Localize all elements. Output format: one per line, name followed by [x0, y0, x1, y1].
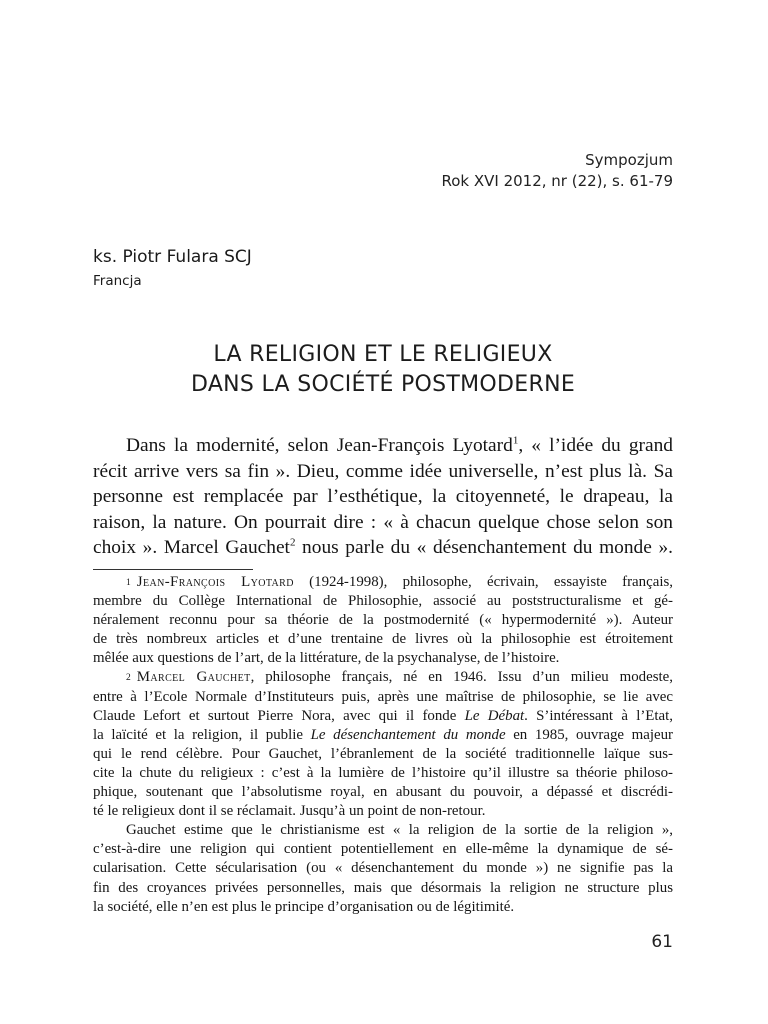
journal-title-italic: Le Débat	[464, 707, 525, 724]
footnote-2-line: Gauchet estime que le christianisme est « la religion de la sortie de la religion »,	[126, 822, 673, 839]
body-line: récit arrive vers sa fin ». Dieu, comme idée universelle, n’est plus là. Sa	[93, 460, 673, 482]
footnotes	[93, 573, 673, 917]
footnote-1-line: de très nombreux articles et d’une trentaine de livres où la philosophie est étroitement	[93, 631, 673, 648]
article-title	[93, 340, 673, 400]
body-line	[93, 535, 673, 561]
footnote-2-line: c’est-à-dire une religion qui contient potentiellement en elle-même la dynamique de sé-	[93, 841, 673, 858]
footnote-author-name: Marcel Gauchet	[136, 669, 251, 686]
author-name: ks. Piotr Fulara SCJ	[93, 247, 252, 267]
footnote-2-line: la société, elle n’en est plus le principe d’organisation ou de légitimité.	[93, 898, 515, 915]
footnote-2-line: qui le rend célèbre. Pour Gauchet, l’ébranlement de la société traditionnelle laïque sus-	[93, 745, 673, 762]
footnote-ref-1: 1	[512, 434, 519, 447]
journal-header	[441, 150, 673, 192]
body-line: raison, la nature. On pourrait dire : « à chacun quelque chose selon son	[93, 511, 673, 533]
title-line-2: DANS LA SOCIÉTÉ POSTMODERNE	[190, 372, 576, 397]
footnote-2-line: fin des croyances privées personnelles, mais que désormais la religion ne structure plus	[93, 879, 673, 896]
footnote-text: Claude Lefort et surtout Pierre Nora, avec qui il fonde	[93, 707, 465, 724]
journal-name: Sympozjum	[585, 151, 673, 169]
footnote-2-line: cite la chute du religieux : c’est à la lumière de l’histoire qu’il illustre sa théorie philoso-	[93, 764, 673, 781]
footnote-1-line: néralement reconnu pour sa théorie de la postmodernité (« hypermodernité »). Auteur	[93, 612, 673, 629]
footnote-1-line: membre du Collège International de Philosophie, associé au poststructuralisme et gé-	[93, 593, 673, 610]
body-text: nous parle du « désenchantement du monde ».	[295, 537, 674, 559]
footnote-2-line	[93, 726, 673, 745]
footnote-number: 1	[126, 578, 131, 588]
footnote-2-line	[93, 707, 673, 726]
footnote-1-line	[93, 573, 673, 592]
title-line-1: LA RELIGION ET LE RELIGIEUX	[213, 342, 553, 367]
body-paragraph	[93, 433, 673, 561]
footnote-separator	[93, 569, 253, 570]
footnote-2-line: entre à l’Ecole Normale d’Instituteurs puis, après une maîtrise de philosophie, se lie avec	[93, 688, 673, 705]
footnote-1-line: mêlée aux questions de l’art, de la littérature, de la psychanalyse, de l’histoire.	[93, 650, 560, 667]
footnote-2-line: té le religieux dont il se réclamait. Jusqu’à un point de non-retour.	[93, 803, 486, 820]
body-text: choix ». Marcel Gauchet	[93, 537, 290, 559]
footnote-number: 2	[126, 673, 131, 684]
footnote-2-line	[93, 668, 673, 687]
footnote-text: , philosophe français, né en 1946. Issu d’un milieu modeste,	[250, 669, 673, 686]
body-text: , « l’idée du grand	[518, 435, 673, 456]
body-line	[93, 433, 673, 459]
footnote-2-line: cularisation. Cette sécularisation (ou « désenchantement du monde ») ne signifie pas la	[93, 860, 673, 877]
body-line: personne est remplacée par l’esthétique, la citoyenneté, le drapeau, la	[93, 486, 673, 508]
author-block	[93, 246, 252, 291]
footnote-text: . S’intéressant à l’Etat,	[524, 707, 673, 724]
footnote-author-name: Jean-François Lyotard	[136, 574, 294, 590]
footnote-text: (1924-1998), philosophe, écrivain, essayiste français,	[293, 574, 673, 590]
body-text: Dans la modernité, selon Jean-François Lyotard	[126, 435, 513, 456]
journal-issue: Rok XVI 2012, nr (22), s. 61-79	[441, 172, 673, 190]
page-number: 61	[651, 932, 673, 952]
footnote-ref-2: 2	[289, 536, 296, 549]
footnote-text: en 1985, ouvrage majeur	[505, 726, 673, 743]
footnote-2-line: phique, soutenant que l’absolutisme royal, en abusant du pouvoir, a dépassé et discrédi-	[93, 784, 673, 801]
author-country: Francja	[93, 273, 142, 289]
footnote-text: la laïcité et la religion, il publie	[93, 726, 311, 743]
book-title-italic: Le désenchantement du monde	[310, 726, 506, 743]
